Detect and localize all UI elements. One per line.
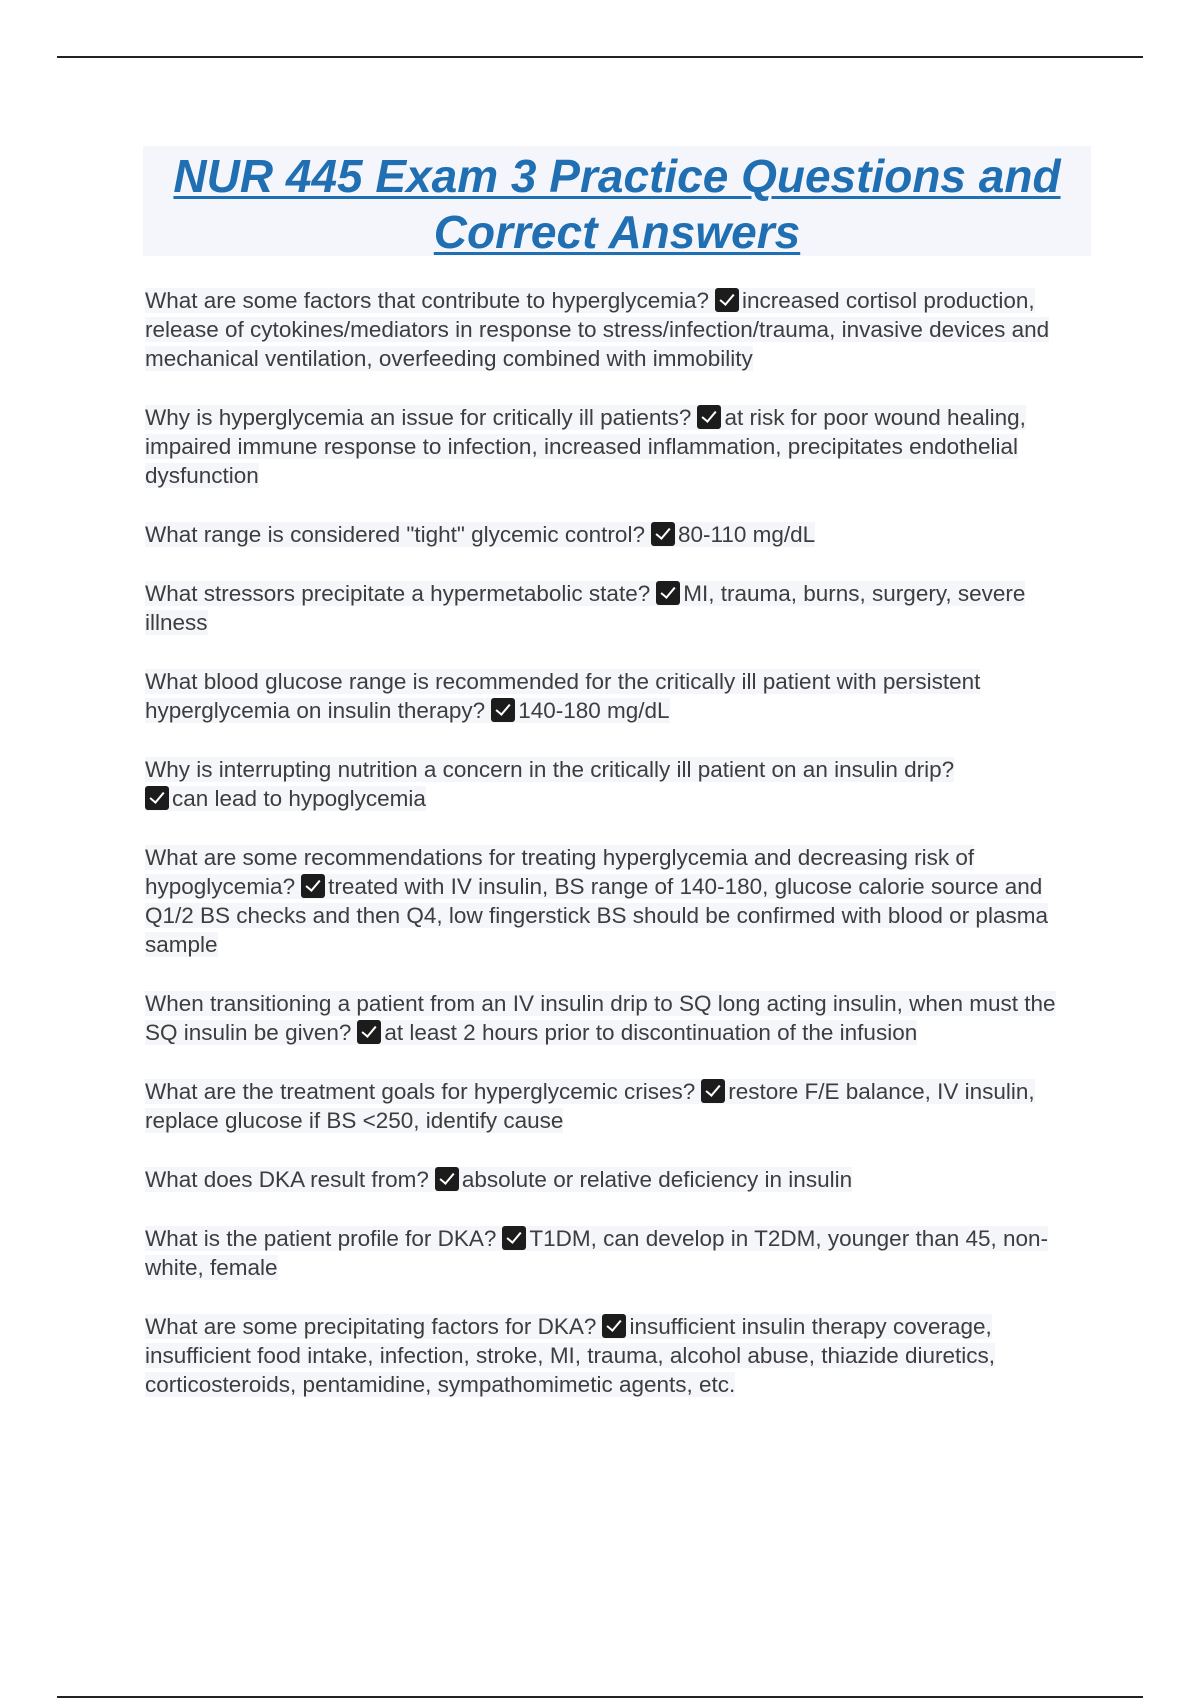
question-text: What range is considered "tight" glycemic control? <box>145 522 645 547</box>
qa-item-11 <box>145 1224 1090 1282</box>
answer-text: absolute or relative deficiency in insulin <box>461 1167 853 1192</box>
check-box-icon <box>701 1079 725 1103</box>
qa-item-10 <box>145 1165 1090 1194</box>
question-text: What blood glucose range is recommended for the critically ill patient with persistent hyperglycemia on insulin therapy? <box>145 669 981 723</box>
check-box-icon <box>602 1314 626 1338</box>
question-text: What are the treatment goals for hyperglycemic crises? <box>145 1079 696 1104</box>
check-box-icon <box>301 874 325 898</box>
qa-item-5 <box>145 667 1090 725</box>
check-box-icon <box>502 1226 526 1250</box>
qa-item-2 <box>145 403 1090 490</box>
bottom-rule <box>57 1696 1143 1698</box>
answer-text: insufficient insulin therapy coverage, insufficient food intake, infection, stroke, MI, trauma, alcohol abuse, thiazide diuretics, corticosteroids, pentamidine, sympathomimetic agents, etc. <box>145 1314 996 1397</box>
qa-item-12 <box>145 1312 1090 1399</box>
question-text: Why is interrupting nutrition a concern in the critically ill patient on an insulin drip? <box>145 757 955 782</box>
question-text: When transitioning a patient from an IV insulin drip to SQ long acting insulin, when must the SQ insulin be given? <box>145 991 1056 1045</box>
answer-text: restore F/E balance, IV insulin, replace glucose if BS <250, identify cause <box>145 1079 1035 1133</box>
question-text: What are some precipitating factors for DKA? <box>145 1314 597 1339</box>
check-box-icon <box>651 522 675 546</box>
answer-text: can lead to hypoglycemia <box>172 786 426 811</box>
qa-item-7 <box>145 843 1090 959</box>
question-text: What is the patient profile for DKA? <box>145 1226 497 1251</box>
answer-text: increased cortisol production, release of cytokines/mediators in response to stress/infection/trauma, invasive devices and mechanical ventilation, overfeeding combined with immobility <box>145 288 1050 371</box>
answer-text: MI, trauma, burns, surgery, severe illness <box>145 581 1026 635</box>
check-box-icon <box>715 288 739 312</box>
check-box-icon <box>491 698 515 722</box>
answer-text: T1DM, can develop in T2DM, younger than 45, non-white, female <box>145 1226 1049 1280</box>
answer-text: 140-180 mg/dL <box>518 698 670 723</box>
question-text: What stressors precipitate a hypermetabolic state? <box>145 581 651 606</box>
page-title: NUR 445 Exam 3 Practice Questions and Correct Answers <box>173 150 1061 258</box>
qa-item-4 <box>145 579 1090 637</box>
qa-item-9 <box>145 1077 1090 1135</box>
answer-text: at least 2 hours prior to discontinuation of the infusion <box>384 1020 918 1045</box>
question-text: Why is hyperglycemia an issue for critically ill patients? <box>145 405 692 430</box>
top-rule <box>57 56 1143 58</box>
qa-item-1 <box>145 286 1090 373</box>
check-box-icon <box>656 581 680 605</box>
title-banner <box>143 146 1091 256</box>
question-text: What does DKA result from? <box>145 1167 429 1192</box>
qa-item-6 <box>145 755 1090 813</box>
qa-item-3 <box>145 520 1090 549</box>
question-text: What are some recommendations for treating hyperglycemia and decreasing risk of hypoglycemia? <box>145 845 975 899</box>
check-box-icon <box>357 1020 381 1044</box>
answer-text: at risk for poor wound healing, impaired immune response to infection, increased inflammation, precipitates endothelial dysfunction <box>145 405 1026 488</box>
check-box-icon <box>435 1167 459 1191</box>
qa-list <box>145 286 1090 1429</box>
qa-item-8 <box>145 989 1090 1047</box>
check-box-icon <box>145 786 169 810</box>
answer-text: treated with IV insulin, BS range of 140-180, glucose calorie source and Q1/2 BS checks and then Q4, low fingerstick BS should be confirmed with blood or plasma sample <box>145 874 1048 957</box>
question-text: What are some factors that contribute to hyperglycemia? <box>145 288 710 313</box>
answer-text: 80-110 mg/dL <box>677 522 816 547</box>
check-box-icon <box>697 405 721 429</box>
